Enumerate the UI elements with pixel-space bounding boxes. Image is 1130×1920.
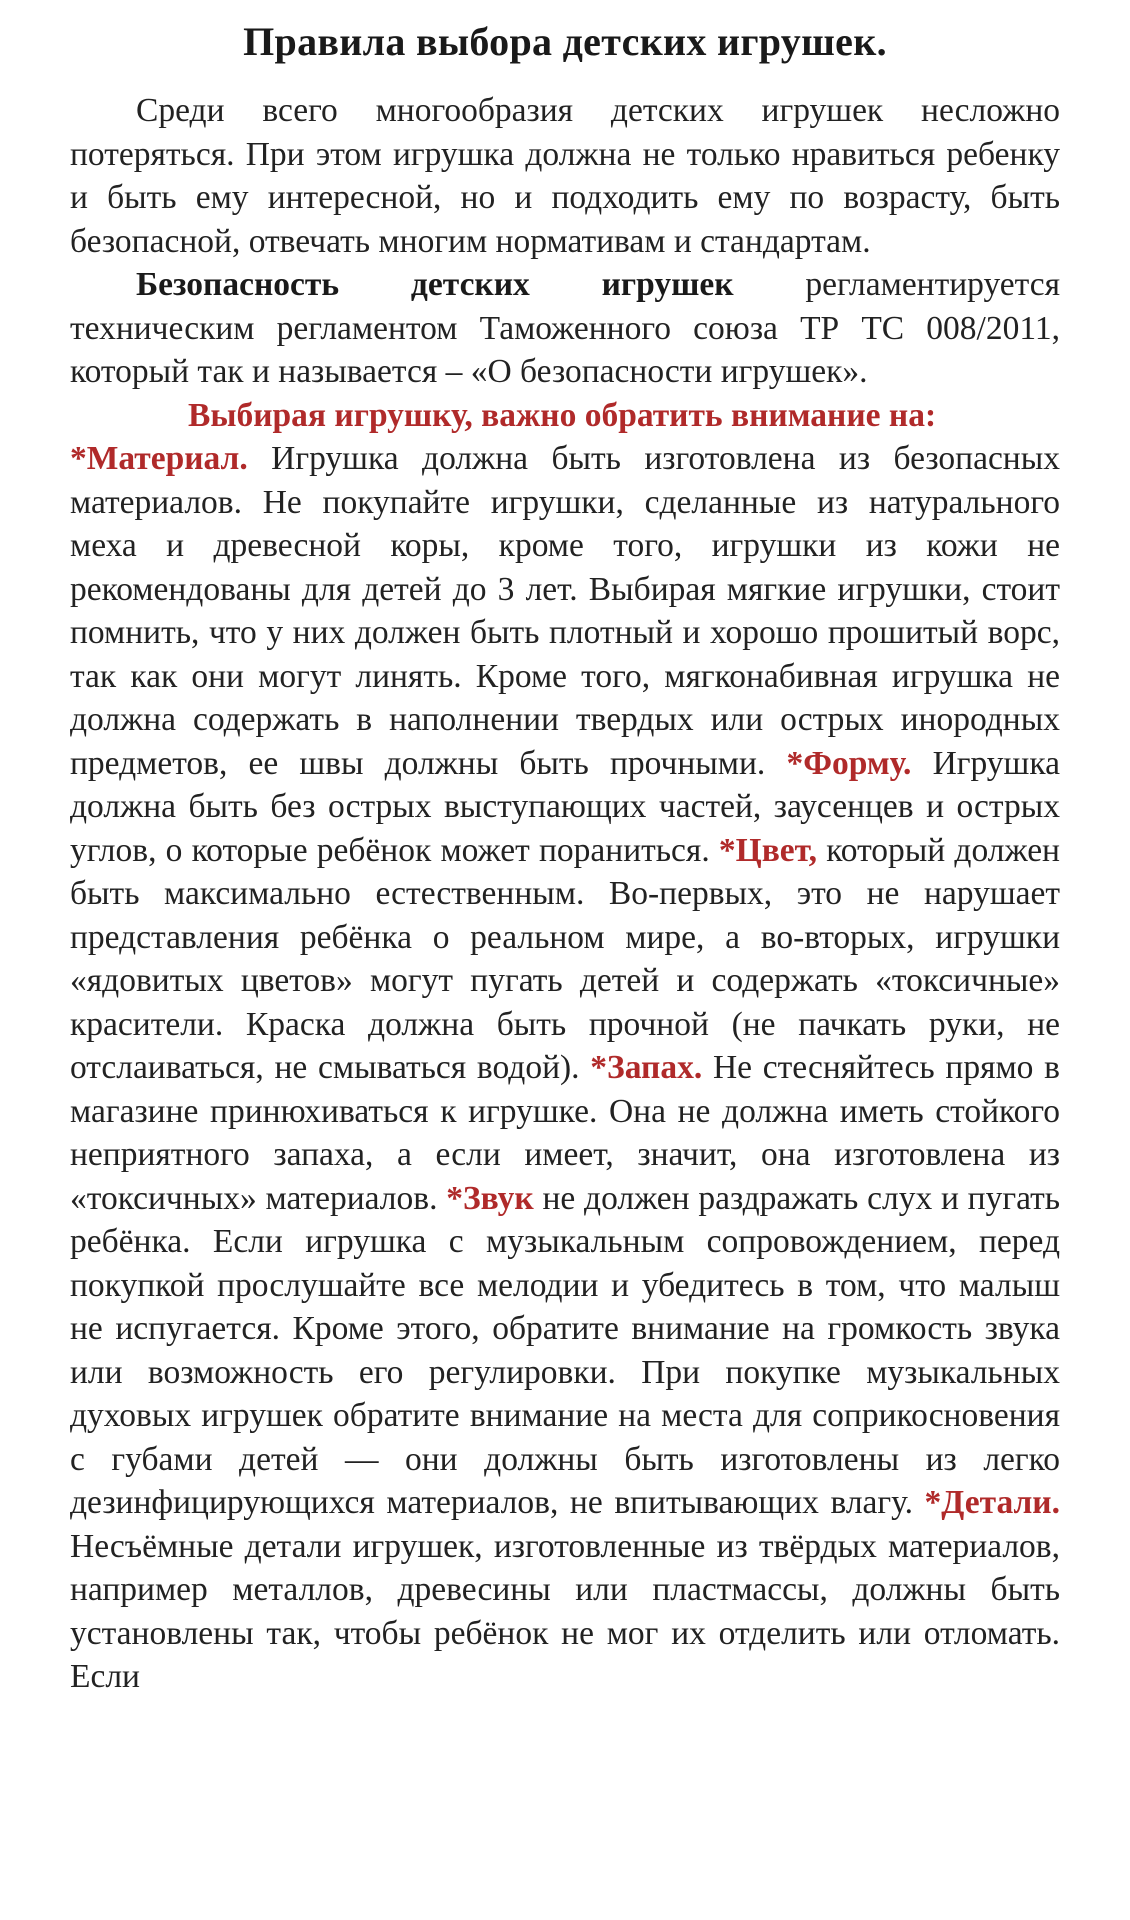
safety-bold-lead: Безопасность детских игрушек: [136, 266, 734, 303]
intro-paragraph: Среди всего многообразия детских игрушек несложно потеряться. При этом игрушка должна не только нравиться ребенку и быть ему интересной, но и подходить ему по возрасту, быть безопасной, отвечать многим нормативам и стандартам.: [70, 92, 1060, 260]
smell-label: *Запах.: [590, 1049, 703, 1086]
attention-heading: [70, 394, 1060, 438]
color-text: который должен быть максимально естественным. Во-первых, это не нарушает представления ребёнка о реальном мире, а во-вторых, игрушки «ядовитых цветов» могут пугать детей и содержать «токсичные» красители. Краска должна быть прочной (не пачкать руки, не отслаиваться, не смываться водой).: [70, 831, 1060, 1086]
form-label: *Форму.: [786, 744, 912, 782]
details-label: *Детали.: [924, 1484, 1060, 1521]
safety-text: регламентируется техническим регламентом Таможенного союза ТР ТС 008/2011, который так и называется – «О безопасности игрушек».: [70, 266, 1060, 390]
sound-label: *Звук: [446, 1179, 534, 1217]
material-text: Игрушка должна быть изготовлена из безопасных материалов. Не покупайте игрушки, сделанные из натурального меха и древесной коры, кроме того, игрушки из кожи не рекомендованы для детей до 3 лет. Выбирая мягкие игрушки, стоит помнить, что у них должен быть плотный и хорошо прошитый ворс, так как они могут линять. Кроме того, мягконабивная игрушка не должна содержать в наполнении твердых или острых инородных предметов, ее швы должны быть прочными.: [70, 440, 1060, 782]
document-title: Правила выбора детских игрушек.: [243, 19, 887, 64]
safety-paragraph: [70, 263, 1060, 394]
material-label: *Материал.: [70, 440, 248, 477]
details-text: Несъёмные детали игрушек, изготовленные из твёрдых материалов, например металлов, древесины или пластмассы, должны быть установлены так, чтобы ребёнок не мог их отделить или отломать. Если: [70, 1527, 1060, 1695]
color-label: *Цвет,: [718, 831, 817, 869]
form-text: Игрушка должна быть без острых выступающих частей, заусенцев и острых углов, о которые ребёнок может пораниться.: [70, 744, 1060, 869]
smell-text: Не стесняйтесь прямо в магазине принюхиваться к игрушке. Она не должна иметь стойкого неприятного запаха, а если имеет, значит, она изготовлена из «токсичных» материалов.: [70, 1049, 1060, 1217]
sound-text: не должен раздражать слух и пугать ребёнка. Если игрушка с музыкальным сопровождением, перед покупкой прослушайте все мелодии и убедитесь в том, что малыш не испугается. Кроме этого, обратите внимание на громкость звука или возможность его регулировки. При покупке музыкальных духовых игрушек обратите внимание на места для соприкосновения с губами детей — они должны быть изготовлены из легко дезинфицирующихся материалов, не впитывающих влагу.: [70, 1179, 1060, 1521]
criteria-paragraph: [70, 437, 1060, 1699]
attention-heading-text: Выбирая игрушку, важно обратить внимание на:: [188, 396, 937, 434]
